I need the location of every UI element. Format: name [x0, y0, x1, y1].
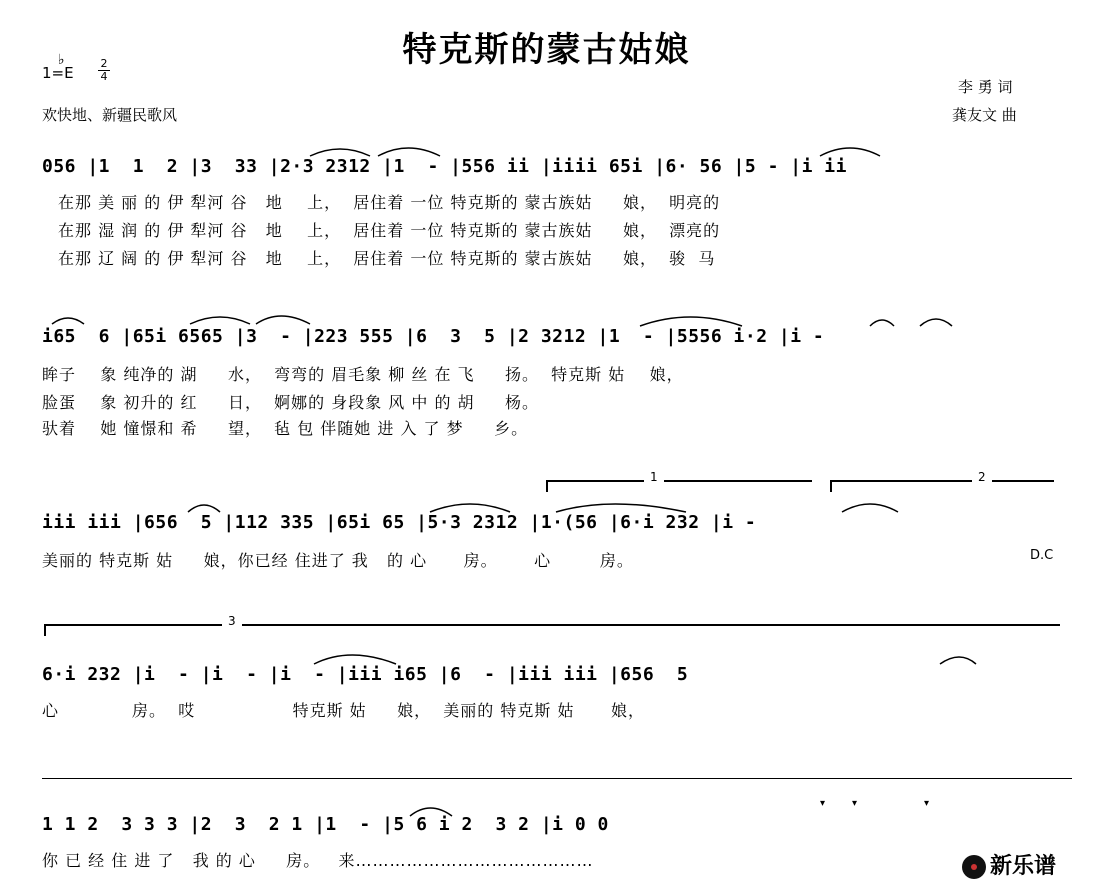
lyrics-2-verse-2: 脸蛋 象 初升的 红 日， 婀娜的 身段象 风 中 的 胡 杨。: [42, 393, 539, 412]
lyrics-3: 美丽的 特克斯 姑 娘，你已经 住进了 我 的 心 房。 心 房。: [42, 551, 634, 570]
lyrics-4: 心 房。 哎 特克斯 姑 娘， 美丽的 特克斯 姑 娘，: [42, 701, 645, 720]
time-sig-top: 2: [100, 57, 108, 70]
key-signature: 1=E: [42, 64, 74, 82]
song-title: 特克斯的蒙古姑娘: [402, 30, 691, 70]
lyrics-5: 你 已 经 住 进 了 我 的 心 房。 来……………………………………: [42, 851, 594, 870]
accent-mark-3: ▾: [924, 798, 930, 809]
time-sig-bottom: 4: [98, 70, 110, 83]
volta-label-3: 3: [222, 614, 242, 628]
lyrics-2-verse-1: 眸子 象 纯净的 湖 水， 弯弯的 眉毛象 柳 丝 在 飞 扬。 特克斯 姑 娘，: [42, 365, 684, 384]
lyrics-1-verse-1: 在那 美 丽 的 伊 犁河 谷 地 上， 居住着 一位 特克斯的 蒙古族姑 娘， 明亮的: [58, 193, 721, 212]
slur-arcs-2b: [630, 306, 960, 328]
composer-credit: 龚友文 曲: [952, 106, 1017, 124]
disc-icon: [962, 855, 986, 879]
slur-arcs-2: [40, 306, 330, 326]
notes-system-1: 056 |1 1 2 |3 33 |2·3 2312 |1 - |556 ii |iiii 65i |6· 56 |5 - |i ii: [42, 156, 847, 177]
tempo-marking: 欢快地、新疆民歌风: [42, 106, 178, 124]
volta-label-1: 1: [644, 470, 664, 484]
lyricist-credit: 李 勇 词: [958, 78, 1013, 96]
volta-bracket-1: [546, 470, 812, 492]
system-5-rule: [42, 778, 1072, 780]
notes-system-5: 1 1 2 3 3 3 |2 3 2 1 |1 - |5 6 i 2 3 2 |i 0 0: [42, 814, 609, 835]
notes-system-4: 6·i 232 |i - |i - |i - |iii i65 |6 - |iii iii |656 5: [42, 664, 689, 685]
time-signature: [98, 58, 110, 83]
accent-mark-1: ▾: [820, 798, 826, 809]
accent-mark-2: ▾: [852, 798, 858, 809]
slur-arcs-4: [300, 644, 980, 666]
notes-system-3: iii iii |656 5 |112 335 |65i 65 |5·3 2312 |1·(56 |6·i 232 |i -: [42, 512, 757, 533]
volta-label-2: 2: [972, 470, 992, 484]
slur-arcs-5: [400, 796, 960, 818]
dc-marking: D.C: [1030, 548, 1054, 563]
watermark-logo: [962, 849, 1056, 880]
lyrics-2-verse-3: 驮着 她 憧憬和 希 望， 毡 包 伴随她 进 入 了 梦 乡。: [42, 419, 529, 438]
notes-system-2: i65 6 |65i 6565 |3 - |223 555 |6 3 5 |2 3212 |1 - |5556 i·2 |i -: [42, 326, 825, 347]
key-flat-sign: ♭: [58, 52, 65, 68]
watermark-text: 新乐谱: [990, 854, 1057, 879]
volta-bracket-3: [44, 614, 1060, 636]
lyrics-1-verse-3: 在那 辽 阔 的 伊 犁河 谷 地 上， 居住着 一位 特克斯的 蒙古族姑 娘， 骏 马: [58, 249, 716, 268]
volta-bracket-2: [830, 470, 1054, 492]
slur-arc-1b: [810, 138, 890, 158]
slur-arcs-3: [180, 494, 900, 514]
lyrics-1-verse-2: 在那 湿 润 的 伊 犁河 谷 地 上， 居住着 一位 特克斯的 蒙古族姑 娘， 漂亮的: [58, 221, 721, 240]
slur-arcs-1: [300, 138, 460, 158]
